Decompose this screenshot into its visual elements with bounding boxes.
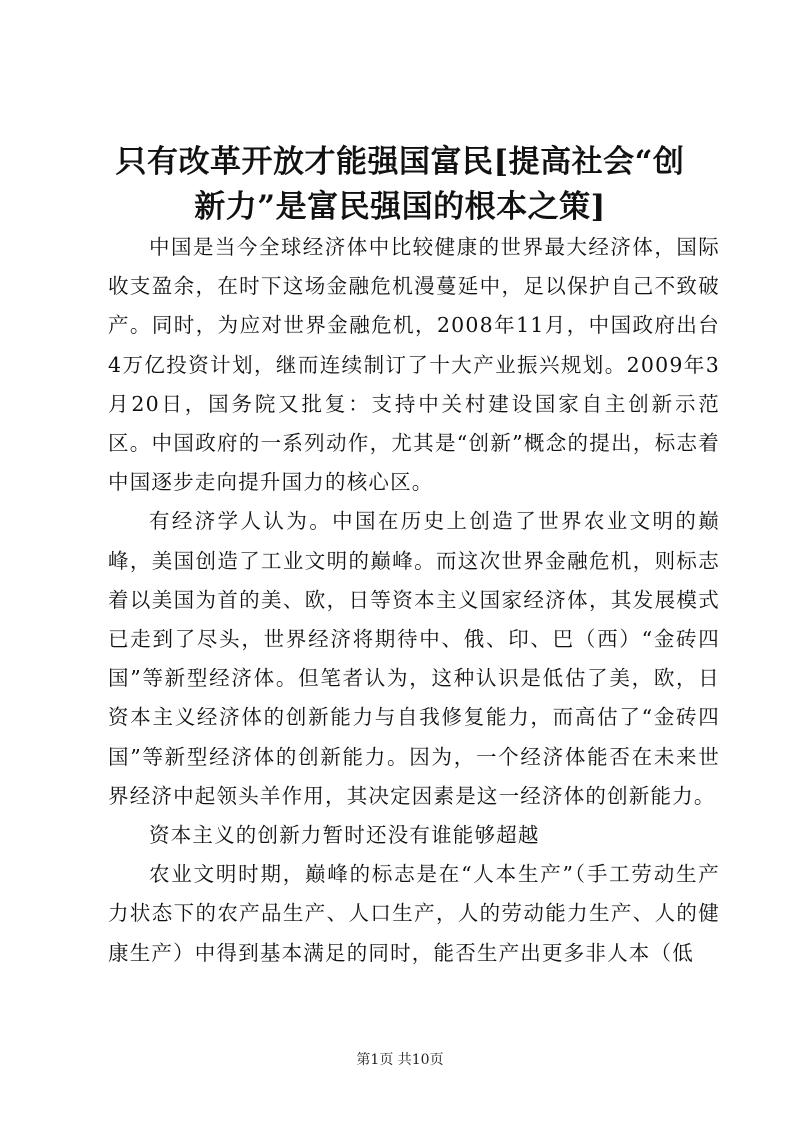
- page-footer: [0, 1050, 800, 1070]
- page-number: 第1页 共10页: [356, 1052, 444, 1068]
- paragraph: 有经济学人认为。中国在历史上创造了世界农业文明的巅峰，美国创造了工业文明的巅峰。而这次世界金融危机，则标志着以美国为首的美、欧，日等资本主义国家经济体，其发展模式已走到了尽头，世界经济将期待中、俄、印、巴（西）“金砖四国”等新型经济体。但笔者认为，这种认识是低估了美，欧，日资本主义经济体的创新能力与自我修复能力，而高估了“金砖四国”等新型经济体的创新能力。因为，一个经济体能否在未来世界经济中起领头羊作用，其决定因素是这一经济体的创新能力。: [108, 509, 720, 808]
- section-heading: 资本主义的创新力暂时还没有谁能够超越: [149, 823, 540, 848]
- document-title: 只有改革开放才能强国富民[提高社会“创新力”是富民强国的根本之策]: [115, 144, 685, 225]
- document-body: [108, 228, 720, 973]
- paragraph: 中国是当今全球经济体中比较健康的世界最大经济体，国际收支盈余，在时下这场金融危机漫蔓延中，足以保护自己不致破产。同时，为应对世界金融危机，2008年11月，中国政府出台4万亿投资计划，继而连续制订了十大产业振兴规划。2009年3月20日，国务院又批复：支持中关村建设国家自主创新示范区。中国政府的一系列动作，尤其是“创新”概念的提出，标志着中国逐步走向提升国力的核心区。: [108, 235, 720, 495]
- paragraph: 农业文明时期，巅峰的标志是在“人本生产”（手工劳动生产力状态下的农产品生产、人口生产，人的劳动能力生产、人的健康生产）中得到基本满足的同时，能否生产出更多非人本（低: [108, 862, 720, 965]
